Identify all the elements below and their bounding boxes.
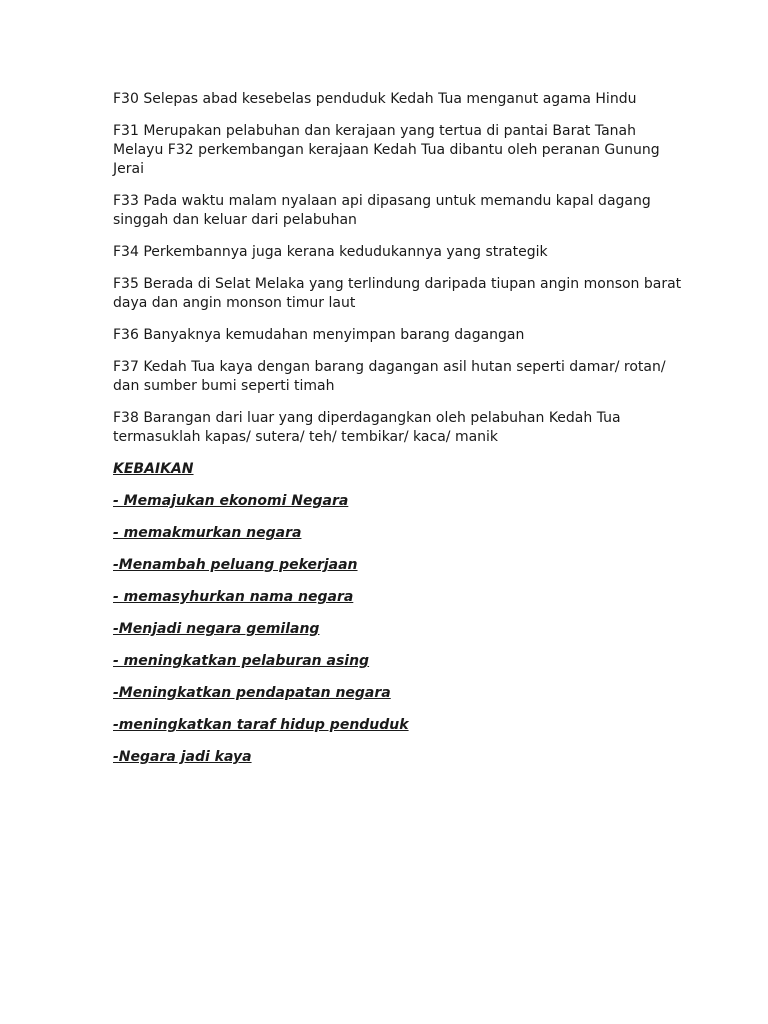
benefit-item: - memakmurkan negara	[113, 525, 302, 541]
benefit-item: - memasyhurkan nama negara	[113, 589, 354, 605]
benefit-item: -meningkatkan taraf hidup penduduk	[113, 717, 409, 733]
paragraph-f37: F37 Kedah Tua kaya dengan barang dagangan asil hutan seperti damar/ rotan/ dan sumber bumi seperti timah	[113, 359, 666, 394]
benefit-item: -Menjadi negara gemilang	[113, 621, 320, 637]
paragraph-f30: F30 Selepas abad kesebelas penduduk Kedah Tua menganut agama Hindu	[113, 91, 637, 107]
document-page	[113, 90, 683, 780]
section-heading-kebaikan: KEBAIKAN	[113, 461, 194, 477]
paragraph-f31-f32: F31 Merupakan pelabuhan dan kerajaan yang tertua di pantai Barat Tanah Melayu F32 perkembangan kerajaan Kedah Tua dibantu oleh peranan Gunung Jerai	[113, 123, 660, 177]
benefits-list	[113, 492, 683, 767]
benefit-item: -Meningkatkan pendapatan negara	[113, 685, 391, 701]
benefit-item: -Menambah peluang pekerjaan	[113, 557, 358, 573]
paragraph-f34: F34 Perkembannya juga kerana kedudukannya yang strategik	[113, 244, 548, 260]
benefit-item: -Negara jadi kaya	[113, 749, 252, 765]
paragraph-f38: F38 Barangan dari luar yang diperdagangkan oleh pelabuhan Kedah Tua termasuklah kapas/ sutera/ teh/ tembikar/ kaca/ manik	[113, 410, 621, 445]
paragraph-f35: F35 Berada di Selat Melaka yang terlindung daripada tiupan angin monson barat daya dan angin monson timur laut	[113, 276, 682, 311]
benefit-item: - meningkatkan pelaburan asing	[113, 653, 370, 669]
paragraph-f33: F33 Pada waktu malam nyalaan api dipasang untuk memandu kapal dagang singgah dan keluar dari pelabuhan	[113, 193, 651, 228]
paragraph-f36: F36 Banyaknya kemudahan menyimpan barang dagangan	[113, 327, 525, 343]
benefit-item: - Memajukan ekonomi Negara	[113, 493, 349, 509]
